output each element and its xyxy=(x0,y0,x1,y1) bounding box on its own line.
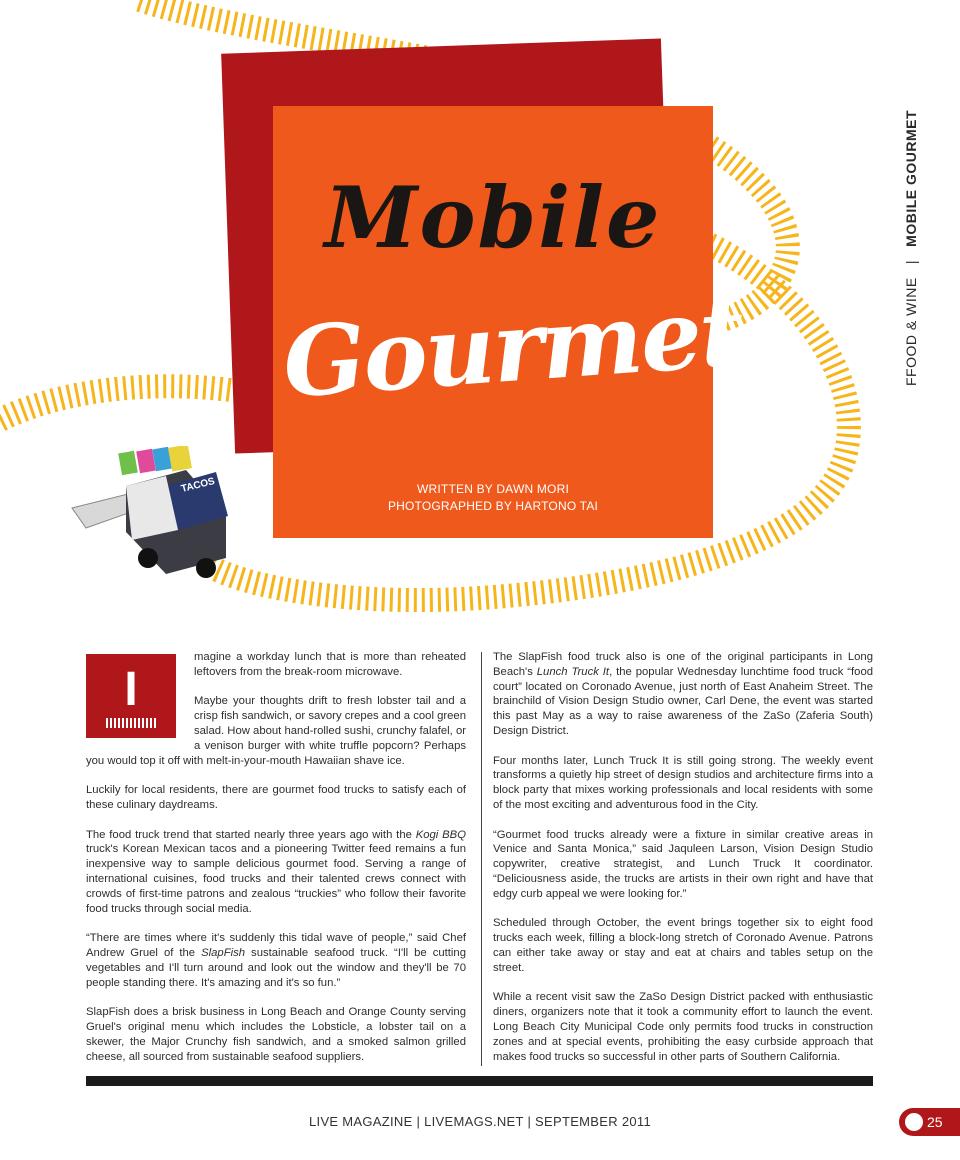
paragraph-7-em: Lunch Truck It xyxy=(536,665,610,678)
truck-sign-text: TACOS xyxy=(180,475,216,495)
paragraph-7-b: , the popular Wednesday lunchtime food truck “food court” located on Coronado Avenue, just north of East Anaheim Street. The brainchild of Vision Design Studio owner, Carl Dene, the event was started this past May as a way to raise awareness of the ZaSo (Zaferia South) Design District. xyxy=(493,665,874,737)
section-label-part1: FFOOD & WINE xyxy=(903,277,919,386)
paragraph-2-text: Maybe your thoughts drift to fresh lobster tail and a crisp fish sandwich, or savory crepes and a cool green salad. How about hand-rolled sushi, crunchy falafel, or a venison burger with white truffle popcorn? Perhaps you would top it off with melt-in-your-mouth Hawaiian shave ice. xyxy=(86,695,466,767)
paragraph-8: Four months later, Lunch Truck It is still going strong. The weekly event transforms a quietly hip street of design studios and architecture firms into a block party that mixes working professionals and local residents with some of the most exciting and adventurous food in the City. xyxy=(493,754,873,811)
paragraph-6: SlapFish does a brisk business in Long Beach and Orange County serving Gruel's original menu which includes the Lobsticle, a lobster tail on a skewer, the Major Crunchy fish sandwich, and a smoked salmon grilled cheese, all sourced from sustainable seafood suppliers. xyxy=(86,1006,466,1063)
paragraph-4 xyxy=(86,828,466,917)
article-right-column xyxy=(493,650,873,1079)
paragraph-10: Scheduled through October, the event brings together six to eight food trucks each week, filling a block-long stretch of Coronado Avenue. Patrons can either take away or stay and eat at chairs and tables setup on the street. xyxy=(493,917,873,974)
page-dot-icon xyxy=(905,1113,923,1131)
paragraph-4-a: The food truck trend that started nearly three years ago with the xyxy=(86,828,416,841)
section-label-part2: MOBILE GOURMET xyxy=(903,109,919,247)
article-left-column xyxy=(86,650,466,1079)
written-by: WRITTEN BY DAWN MORI xyxy=(417,482,569,496)
byline xyxy=(273,481,713,515)
food-truck-icon xyxy=(66,446,234,582)
title-line-mobile: Mobile xyxy=(324,168,662,267)
paragraph-2 xyxy=(86,694,466,768)
page-number: 25 xyxy=(927,1114,943,1130)
section-label xyxy=(903,109,943,386)
photographed-by: PHOTOGRAPHED BY HARTONO TAI xyxy=(387,499,599,513)
paragraph-11: While a recent visit saw the ZaSo Design District packed with enthusiastic diners, organizers note that it took a community effort to launch the event. Long Beach City Municipal Code only permits food trucks in construction zones and at special events, prohibiting the easy curbside approach that makes food trucks so successful in other parts of Southern California. xyxy=(493,991,873,1063)
paragraph-7 xyxy=(493,650,873,739)
paragraph-5-em: SlapFish xyxy=(201,946,246,959)
paragraph-1: magine a workday lunch that is more than reheated leftovers from the break-room microwave. xyxy=(194,651,466,678)
paragraph-7-a: The SlapFish food truck also is one of the original participants in Long Beach's xyxy=(493,651,873,678)
paragraph-3: Luckily for local residents, there are gourmet food trucks to satisfy each of these culinary daydreams. xyxy=(86,784,466,811)
column-divider xyxy=(481,652,482,1066)
paragraph-9: “Gourmet food trucks already were a fixture in similar creative areas in Venice and Santa Monica,” said Jaquleen Larson, Vision Design Studio copywriter, creative strategist, and Lunch Truck It coordinator. “Deliciousness aside, the trucks are artists in their own right and have that edgy curb appeal we were looking for.” xyxy=(493,828,873,900)
paragraph-5 xyxy=(86,931,466,990)
drop-cap-letter: I xyxy=(124,663,138,716)
paragraph-4-em: Kogi BBQ xyxy=(415,828,466,841)
paragraph-5-b: sustainable seafood truck. “I'll be cutting vegetables and I'll turn around and look out the window and they'll be 70 people standing there. It's amazing and it's so fun.” xyxy=(86,946,466,989)
section-label-separator: | xyxy=(903,260,919,265)
footer-text: LIVE MAGAZINE | LIVEMAGS.NET | SEPTEMBER 2011 xyxy=(309,1114,651,1129)
paragraph-5-a: “There are times where it's suddenly this tidal wave of people,” said Chef Andrew Gruel of the xyxy=(86,932,466,959)
paragraph-4-b: truck's Korean Mexican tacos and a pioneering Twitter feed remains a fun inexpensive way to sample delicious gourmet food. Serving a range of international cuisines, food trucks and their talented crews connect with crowds of first-time patrons and zealous “truckies” who follow their favorite food trucks through social media. xyxy=(86,843,466,915)
title-line-gourmet: Gourmet xyxy=(279,274,746,420)
bottom-rule xyxy=(86,1076,873,1086)
page-number-badge xyxy=(899,1108,960,1136)
drop-cap-spacer xyxy=(86,694,194,752)
